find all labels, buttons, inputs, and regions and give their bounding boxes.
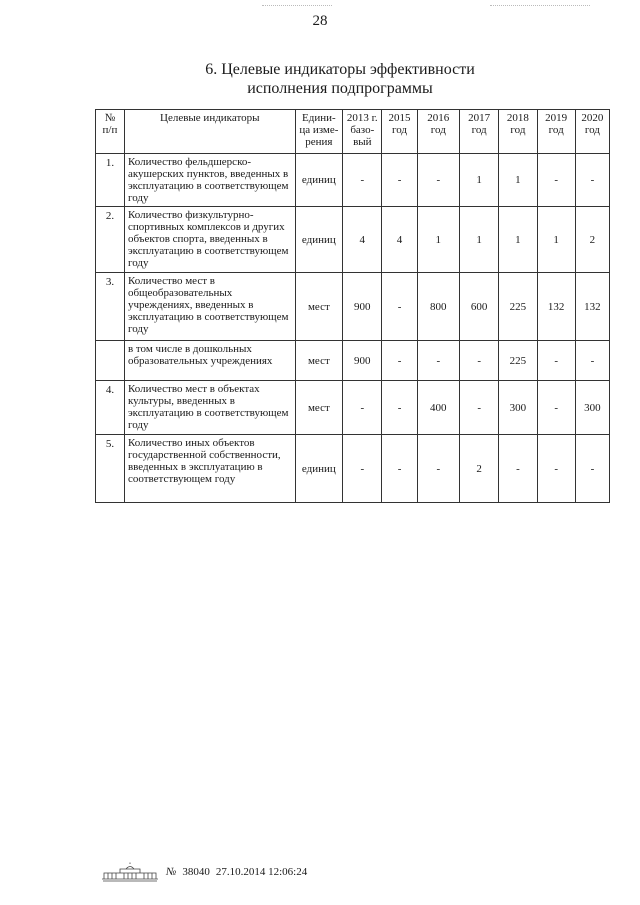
row-number: 1. [96, 154, 125, 207]
unit-cell: мест [295, 273, 343, 341]
value-cell: - [382, 435, 417, 503]
value-cell: 1 [499, 154, 537, 207]
value-cell: - [343, 154, 382, 207]
building-emblem-icon [100, 862, 160, 882]
value-cell: - [382, 381, 417, 435]
table-row [96, 381, 610, 435]
scan-noise [490, 5, 590, 8]
indicator-name: Количество фельдшерско-акушерских пунктов, введенных в эксплуатацию в соответствующем году [124, 154, 295, 207]
value-cell: 300 [575, 381, 609, 435]
value-cell: 400 [417, 381, 459, 435]
scan-noise [262, 5, 332, 8]
value-cell: - [382, 273, 417, 341]
page-number: 28 [312, 13, 328, 29]
row-number [96, 341, 125, 381]
value-cell: - [537, 341, 575, 381]
table-row [96, 207, 610, 273]
value-cell: - [417, 435, 459, 503]
value-cell: 1 [537, 207, 575, 273]
title-line: 6. Целевые индикаторы эффективности [205, 61, 475, 78]
value-cell: 1 [499, 207, 537, 273]
value-cell: - [575, 154, 609, 207]
value-cell: 900 [343, 341, 382, 381]
value-cell: 132 [537, 273, 575, 341]
column-header: Целевые индикаторы [124, 110, 295, 154]
value-cell: 1 [460, 207, 499, 273]
value-cell: - [382, 341, 417, 381]
value-cell: - [343, 381, 382, 435]
unit-cell: мест [295, 381, 343, 435]
section-title [0, 60, 640, 98]
column-header: 2020 год [575, 110, 609, 154]
value-cell: - [537, 154, 575, 207]
indicator-name: в том числе в дошкольных образовательных учреждениях [124, 341, 295, 381]
indicator-name: Количество мест в объектах культуры, введенных в эксплуатацию в соответствующем году [124, 381, 295, 435]
column-header: 2019 год [537, 110, 575, 154]
row-number: 5. [96, 435, 125, 503]
value-cell: 4 [343, 207, 382, 273]
number-sign: № [166, 866, 177, 878]
column-header: 2015 год [382, 110, 417, 154]
column-header: 2018 год [499, 110, 537, 154]
document-number: 38040 [182, 866, 210, 878]
unit-cell: единиц [295, 154, 343, 207]
title-line: исполнения подпрограммы [247, 80, 433, 97]
value-cell: 1 [417, 207, 459, 273]
value-cell: 300 [499, 381, 537, 435]
value-cell: 2 [460, 435, 499, 503]
unit-cell: единиц [295, 435, 343, 503]
row-number: 3. [96, 273, 125, 341]
value-cell: - [343, 435, 382, 503]
table-row [96, 435, 610, 503]
indicator-name: Количество физкультурно-спортивных комплексов и других объектов спорта, введенных в эксплуатацию в соответствующем году [124, 207, 295, 273]
value-cell: 800 [417, 273, 459, 341]
value-cell: 900 [343, 273, 382, 341]
value-cell: 225 [499, 341, 537, 381]
table-row [96, 341, 610, 381]
table-row [96, 273, 610, 341]
value-cell: 600 [460, 273, 499, 341]
value-cell: - [417, 341, 459, 381]
unit-cell: единиц [295, 207, 343, 273]
value-cell: - [575, 341, 609, 381]
table-row [96, 154, 610, 207]
value-cell: - [575, 435, 609, 503]
table-header-row [96, 110, 610, 154]
indicator-name: Количество мест в общеобразовательных учреждениях, введенных в эксплуатацию в соответствующем году [124, 273, 295, 341]
column-header: 2013 г. базо-вый [343, 110, 382, 154]
indicator-name: Количество иных объектов государственной собственности, введенных в эксплуатацию в соответствующем году [124, 435, 295, 503]
value-cell: 2 [575, 207, 609, 273]
unit-cell: мест [295, 341, 343, 381]
value-cell: - [460, 341, 499, 381]
column-header: Едини-ца изме-рения [295, 110, 343, 154]
value-cell: 4 [382, 207, 417, 273]
row-number: 2. [96, 207, 125, 273]
value-cell: - [537, 381, 575, 435]
document-footer [100, 862, 307, 882]
indicators-table [95, 109, 610, 503]
value-cell: 132 [575, 273, 609, 341]
row-number: 4. [96, 381, 125, 435]
value-cell: - [460, 381, 499, 435]
value-cell: - [537, 435, 575, 503]
column-header: № п/п [96, 110, 125, 154]
document-datetime: 27.10.2014 12:06:24 [215, 866, 308, 878]
column-header: 2017 год [460, 110, 499, 154]
value-cell: - [499, 435, 537, 503]
value-cell: 1 [460, 154, 499, 207]
value-cell: - [417, 154, 459, 207]
column-header: 2016 год [417, 110, 459, 154]
value-cell: 225 [499, 273, 537, 341]
value-cell: - [382, 154, 417, 207]
